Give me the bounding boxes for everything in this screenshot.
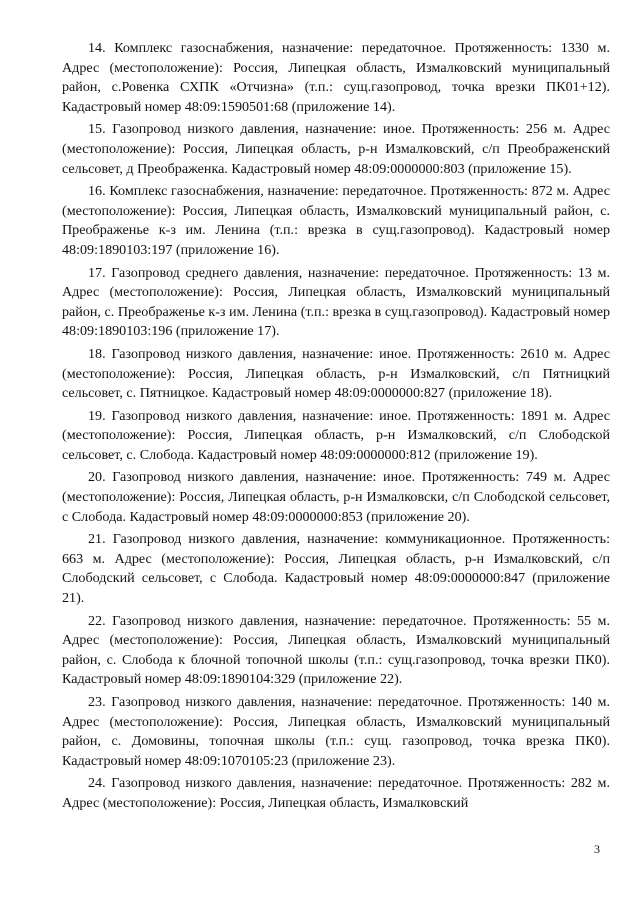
list-item-15: 15. Газопровод низкого давления, назначение: иное. Протяженность: 256 м. Адрес (местоположение): Россия, Липецкая область, р-н Измалковский, с/п Преображенский сельсовет, д Преображенка. Кадастровый номер 48:09:0000000:803 (приложение 15). (62, 121, 610, 177)
page-number: 3 (594, 842, 600, 856)
list-item-21: 21. Газопровод низкого давления, назначение: коммуникационное. Протяженность: 663 м. Адрес (местоположение): Россия, Липецкая область, р-н Измалковский, с/п Слободский сельсовет, с Слобода. Кадастровый номер 48:09:0000000:847 (приложение 21). (62, 531, 610, 607)
document-body (62, 39, 610, 817)
list-item-18: 18. Газопровод низкого давления, назначение: иное. Протяженность: 2610 м. Адрес (местоположение): Россия, Липецкая область, р-н Измалковский, с/п Пятницкий сельсовет, с. Пятницкое. Кадастровый номер 48:09:0000000:827 (приложение 18). (62, 345, 610, 402)
list-item-16: 16. Комплекс газоснабжения, назначение: передаточное. Протяженность: 872 м. Адрес (местоположение): Россия, Липецкая область, Измалковский муниципальный район, с. Преображенье к-з им. Ленина (т.п.: врезка в сущ.газопровод). Кадастровый номер 48:09:1890103:197 (приложение 16). (62, 183, 610, 258)
list-item-14: 14. Комплекс газоснабжения, назначение: передаточное. Протяженность: 1330 м. Адрес (местоположение): Россия, Липецкая область, Измалковский муниципальный район, с.Ровенка СХПК «Отчизна» (т.п.: сущ.газопровод, точка врезки ПК01+12). Кадастровый номер 48:09:1590501:68 (приложение 14). (62, 40, 610, 115)
list-item-17: 17. Газопровод среднего давления, назначение: передаточное. Протяженность: 13 м. Адрес (местоположение): Россия, Липецкая область, Измалковский муниципальный район, с. Преображенье к-з им. Ленина (т.п.: врезка в сущ.газопровод). Кадастровый номер 48:09:1890103:196 (приложение 17). (62, 264, 610, 340)
list-item-20: 20. Газопровод низкого давления, назначение: иное. Протяженность: 749 м. Адрес (местоположение): Россия, Липецкая область, р-н Измалковски, с/п Слободской сельсовет, с Слобода. Кадастровый номер 48:09:0000000:853 (приложение 20). (62, 469, 610, 525)
list-item-22: 22. Газопровод низкого давления, назначение: передаточное. Протяженность: 55 м. Адрес (местоположение): Россия, Липецкая область, Измалковский муниципальный район, с. Слобода к блочной топочной школы (т.п.: сущ.газопровод, точка врезки ПК0). Кадастровый номер 48:09:1890104:329 (приложение 22). (62, 612, 610, 688)
list-item-23: 23. Газопровод низкого давления, назначение: передаточное. Протяженность: 140 м. Адрес (местоположение): Россия, Липецкая область, Измалковский муниципальный район, с. Домовины, топочная школы (т.п.: сущ. газопровод, точка врезка ПК0). Кадастровый номер 48:09:1070105:23 (приложение 23). (62, 694, 610, 769)
list-item-19: 19. Газопровод низкого давления, назначение: иное. Протяженность: 1891 м. Адрес (местоположение): Россия, Липецкая область, р-н Измалковский, с/п Слободской сельсовет, с. Слобода. Кадастровый номер 48:09:0000000:812 (приложение 19). (62, 407, 610, 463)
list-item-24: 24. Газопровод низкого давления, назначение: передаточное. Протяженность: 282 м. Адрес (местоположение): Россия, Липецкая область, Измалковский (62, 775, 610, 811)
